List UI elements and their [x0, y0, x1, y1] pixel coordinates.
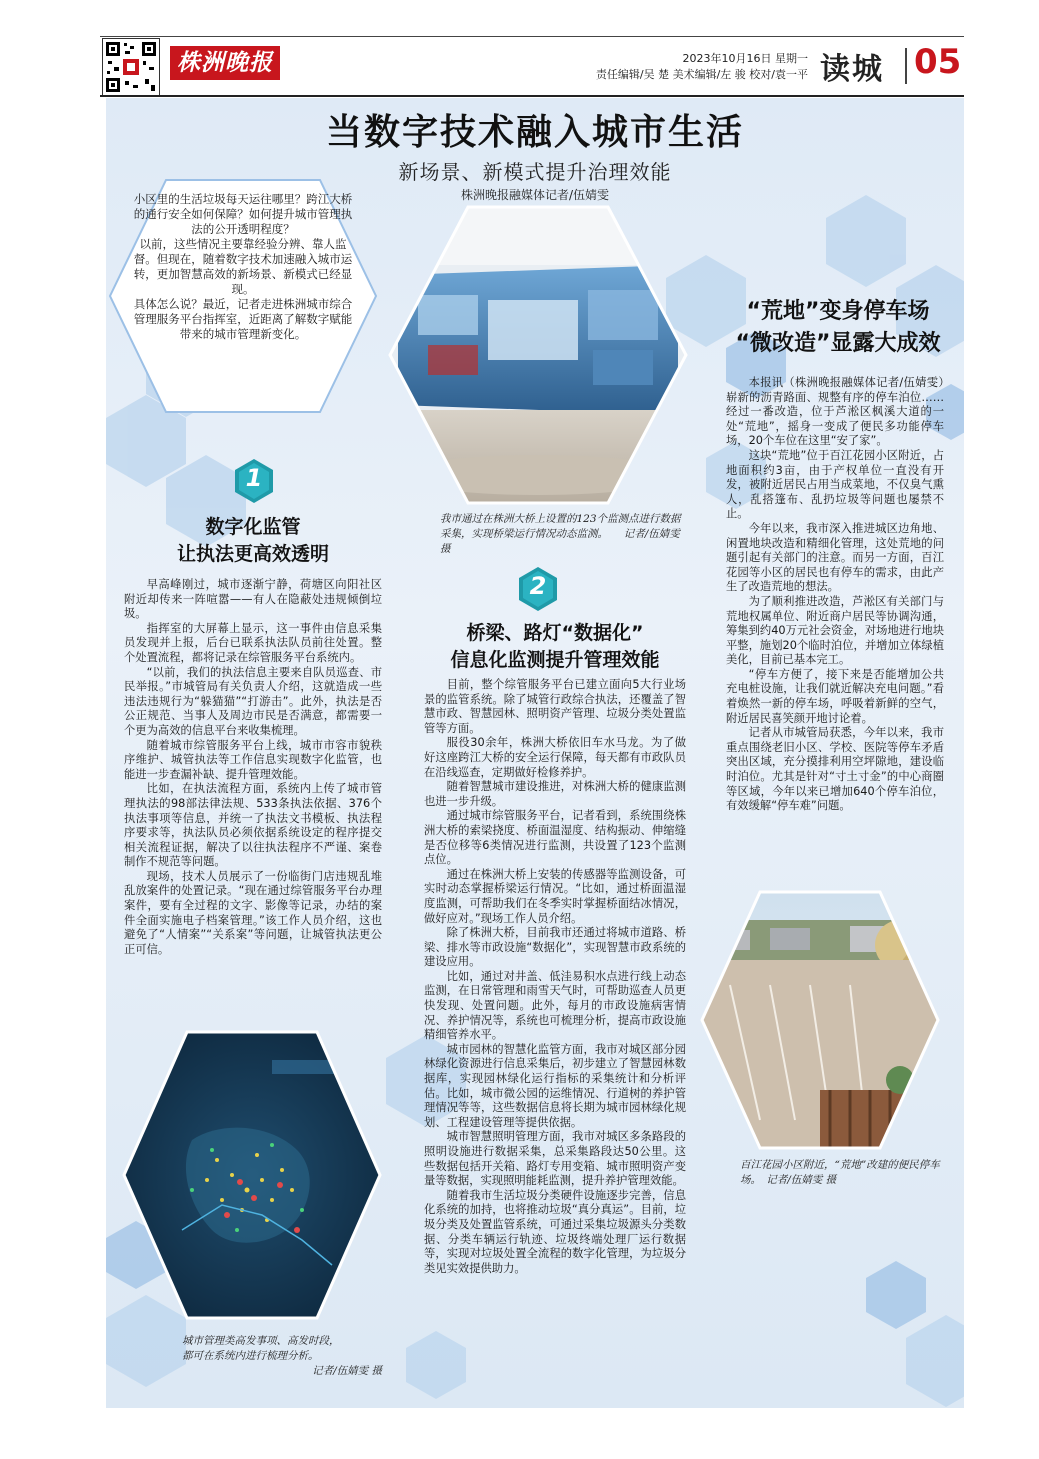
editor-credits: 责任编辑/吴 楚 美术编辑/左 骏 校对/袁一平 — [595, 68, 808, 81]
header-bottom-rule — [100, 95, 964, 97]
side-story-paragraph: 今年以来，我市深入推进城区边角地、闲置地块改造和精细化管理，这处荒地的问题引起有关部门的注意。而另一方面，百江花园等小区的居民也有停车的需求，由此产生了改造荒地的想法。 — [726, 521, 944, 594]
section1-body — [124, 578, 382, 957]
section2-heading-line1: 桥梁、路灯“数据化” — [466, 622, 644, 644]
page-number: 05 — [914, 42, 962, 82]
section1-heading — [128, 514, 378, 568]
section-divider — [905, 48, 907, 84]
section1-paragraph: 比如，在执法流程方面，系统内上传了城市管理执法的98部法律法规、533条执法依据、376个执法事项等信息，并统一了执法文书模板、执法程序要求等，执法队员必须依据系统设定的程序提交相关流程证据，解决了以往执法程序不严谨、案卷制作不规范等问题。 — [124, 782, 382, 869]
section2-number: 2 — [529, 572, 547, 600]
city-map-photo[interactable] — [122, 1030, 382, 1320]
section-name: 读城 — [820, 52, 884, 87]
section1-paragraph: 现场，技术人员展示了一份临街门店违规乱堆乱放案件的处置记录。“现在通过综管服务平台办理案件，要有全过程的文字、影像等记录，办结的案件全面实施电子档案管理。”该工作人员介绍，这也避免了“人情案”“关系案”等问题，让城管执法更公正可信。 — [124, 869, 382, 956]
qr-code[interactable] — [102, 38, 160, 96]
side-story-heading-line1: “荒地”变身停车场 — [746, 299, 930, 324]
section1-paragraph: “以前，我们的执法信息主要来自队员巡查、市民举报。”市城管局有关负责人介绍，这就造成一些违法违规行为“躲猫猫”“打游击”。此外，执法是否公正规范、当事人及周边市民是否满意，都需要一个更为高效的信息平台来收集梳理。 — [124, 665, 382, 737]
section1-heading-line1: 数字化监管 — [205, 516, 301, 538]
section2-paragraph: 通过在株洲大桥上安装的传感器等监测设备，可实时动态掌握桥梁运行情况。“比如，通过桥面温湿度监测，可帮助我们在冬季实时掌握桥面结冰情况，做好应对。”现场工作人员介绍。 — [424, 867, 686, 925]
side-story-heading-line2: “微改造”显露大成效 — [735, 331, 941, 356]
intro-paragraph: 具体怎么说？最近，记者走进株洲城市综合管理服务平台指挥室，近距离了解数字赋能带来的城市管理新变化。 — [133, 297, 353, 341]
subheadline: 新场景、新模式提升治理效能 — [398, 160, 672, 184]
section2-heading-line2: 信息化监测提升管理效能 — [450, 649, 660, 671]
section1-heading-line2: 让执法更高效透明 — [176, 543, 329, 565]
side-story-body — [726, 376, 944, 814]
intro-text — [130, 192, 356, 342]
byline: 株洲晚报融媒体记者/伍婧雯 — [460, 188, 610, 202]
photo2-caption-line1: 城市管理类高发事项、高发时段， — [182, 1335, 340, 1347]
issue-date: 2023年10月16日 星期一 — [682, 52, 808, 65]
section1-number: 1 — [245, 464, 263, 492]
side-story-paragraph: 为了顺利推进改造，芦淞区有关部门与荒地权属单位、附近商户居民等协调沟通，筹集到约40万元社会资金，对场地进行地块平整，施划20个临时泊位，并增加立体绿植美化，目前已基本完工。 — [726, 594, 944, 667]
photo3-caption: 百江花园小区附近，“荒地”改建的便民停车场。 记者/伍婧雯 摄 — [740, 1159, 940, 1186]
header-top-rule — [100, 36, 964, 37]
section2-paragraph: 城市园林的智慧化监管方面，我市对城区部分园林绿化资源进行信息采集后，初步建立了智慧园林数据库，实现园林绿化运行指标的采集统计和分析评估。比如，城市微公园的运维情况、行道树的养护管理情况等等，这些数据信息将长期为城市园林绿化规划、工程建设管理等提供依据。 — [424, 1042, 686, 1129]
section1-paragraph: 早高峰刚过，城市逐渐宁静，荷塘区向阳社区附近却传来一阵喧嚣——有人在隐蔽处违规倾倒垃圾。 — [124, 578, 382, 621]
side-story-paragraph: 这块“荒地”位于百江花园小区附近，占地面积约3亩，由于产权单位一直没有开发，被附近居民占用当成菜地，不仅臭气熏人，乱搭篷布、乱扔垃圾等问题也屡禁不止。 — [726, 448, 944, 521]
section2-paragraph: 目前，整个综管服务平台已建立面向5大行业场景的监管系统。除了城管行政综合执法，还覆盖了智慧市政、智慧园林、照明资产管理、垃圾分类处置监管等方面。 — [424, 678, 686, 735]
section2-paragraph: 服役30余年，株洲大桥依旧车水马龙。为了做好这座跨江大桥的安全运行保障，每天都有市政队员在沿线巡查，定期做好检修养护。 — [424, 736, 686, 779]
masthead-logo: 株洲晚报 — [170, 46, 280, 80]
section2-heading — [430, 620, 680, 674]
command-center-photo[interactable] — [388, 205, 688, 505]
intro-paragraph: 以前，这些情况主要靠经验分辨、靠人监督。但现在，随着数字技术加速融入城市运转，更加智慧高效的新场景、新模式已经显现。 — [133, 237, 353, 296]
side-story-heading — [708, 296, 968, 360]
section2-paragraph: 随着我市生活垃圾分类硬件设施逐步完善，信息化系统的加持，也将推动垃圾“真分真运”。目前，垃圾分类及处置监管系统，可通过采集垃圾源头分类数据、分类车辆运行轨迹、垃圾终端处理厂运行数据等，实现对垃圾处置全流程的数字化管理，为垃圾分类见实效提供助力。 — [424, 1188, 686, 1275]
photo2-credit: 记者/伍婧雯 摄 — [312, 1365, 382, 1377]
photo1-caption: 我市通过在株洲大桥上设置的123个监测点进行数据采集，实现桥梁运行情况动态监测。 记者/伍婧雯 摄 — [440, 513, 681, 555]
section2-paragraph: 除了株洲大桥，目前我市还通过将城市道路、桥梁、排水等市政设施“数据化”，实现智慧市政系统的建设应用。 — [424, 926, 686, 969]
section2-paragraph: 随着智慧城市建设推进，对株洲大桥的健康监测也进一步升级。 — [424, 780, 686, 808]
parking-lot-photo[interactable] — [700, 890, 940, 1150]
section2-body — [424, 678, 686, 1276]
section2-paragraph: 城市智慧照明管理方面，我市对城区多条路段的照明设施进行数据采集，总采集路段达50公里。这些数据包括开关箱、路灯专用变箱、城市照明资产变量等数据，实现照明能耗监测，提升养护管理效能。 — [424, 1130, 686, 1188]
section2-paragraph: 通过城市综管服务平台，记者看到，系统围绕株洲大桥的索梁挠度、桥面温湿度、结构振动、伸缩缝是否位移等6类情况进行监测，共设置了123个监测点位。 — [424, 809, 686, 867]
photo2-caption-line2: 都可在系统内进行梳理分析。 — [182, 1350, 319, 1362]
section2-paragraph: 比如，通过对井盖、低洼易积水点进行线上动态监测，在日常管理和雨雪天气时，可帮助巡查人员更快发现、处置问题。此外，每月的市政设施病害情况、养护情况等，系统也可梳理分析，提高市政设施精细管养水平。 — [424, 969, 686, 1042]
section1-paragraph: 指挥室的大屏幕上显示，这一事件由信息采集员发现并上报，后台已联系执法队员前往处置。整个处置流程，都将记录在综管服务平台系统内。 — [124, 621, 382, 664]
headline: 当数字技术融入城市生活 — [325, 112, 744, 153]
side-story-paragraph: 记者从市城管局获悉，今年以来，我市重点围绕老旧小区、学校、医院等停车矛盾突出区域，充分摸排利用空坪隙地，建设临时泊位。尤其是针对“寸土寸金”的中心商圈等区域，今年以来已增加640个停车泊位，有效缓解“停车难”问题。 — [726, 726, 944, 813]
intro-paragraph: 小区里的生活垃圾每天运往哪里？跨江大桥的通行安全如何保障？如何提升城市管理执法的公开透明程度？ — [133, 192, 353, 236]
side-story-paragraph: 本报讯（株洲晚报融媒体记者/伍婧雯）崭新的沥青路面、规整有序的停车泊位……经过一番改造，位于芦淞区枫溪大道的一处“荒地”，摇身一变成了便民多功能停车场，20个车位在这里“安了家”。 — [726, 376, 944, 448]
photo2-caption — [182, 1334, 382, 1379]
side-story-paragraph: “停车方便了，接下来是否能增加公共充电桩设施，让我们就近解决充电问题。”看着焕然一新的停车场，呼吸着新鲜的空气，附近居民喜笑颜开地讨论着。 — [726, 667, 944, 725]
section1-paragraph: 随着城市综管服务平台上线，城市市容市貌秩序维护、城管执法等工作信息实现数字化监管，也能进一步查漏补缺、提升管理效能。 — [124, 738, 382, 781]
